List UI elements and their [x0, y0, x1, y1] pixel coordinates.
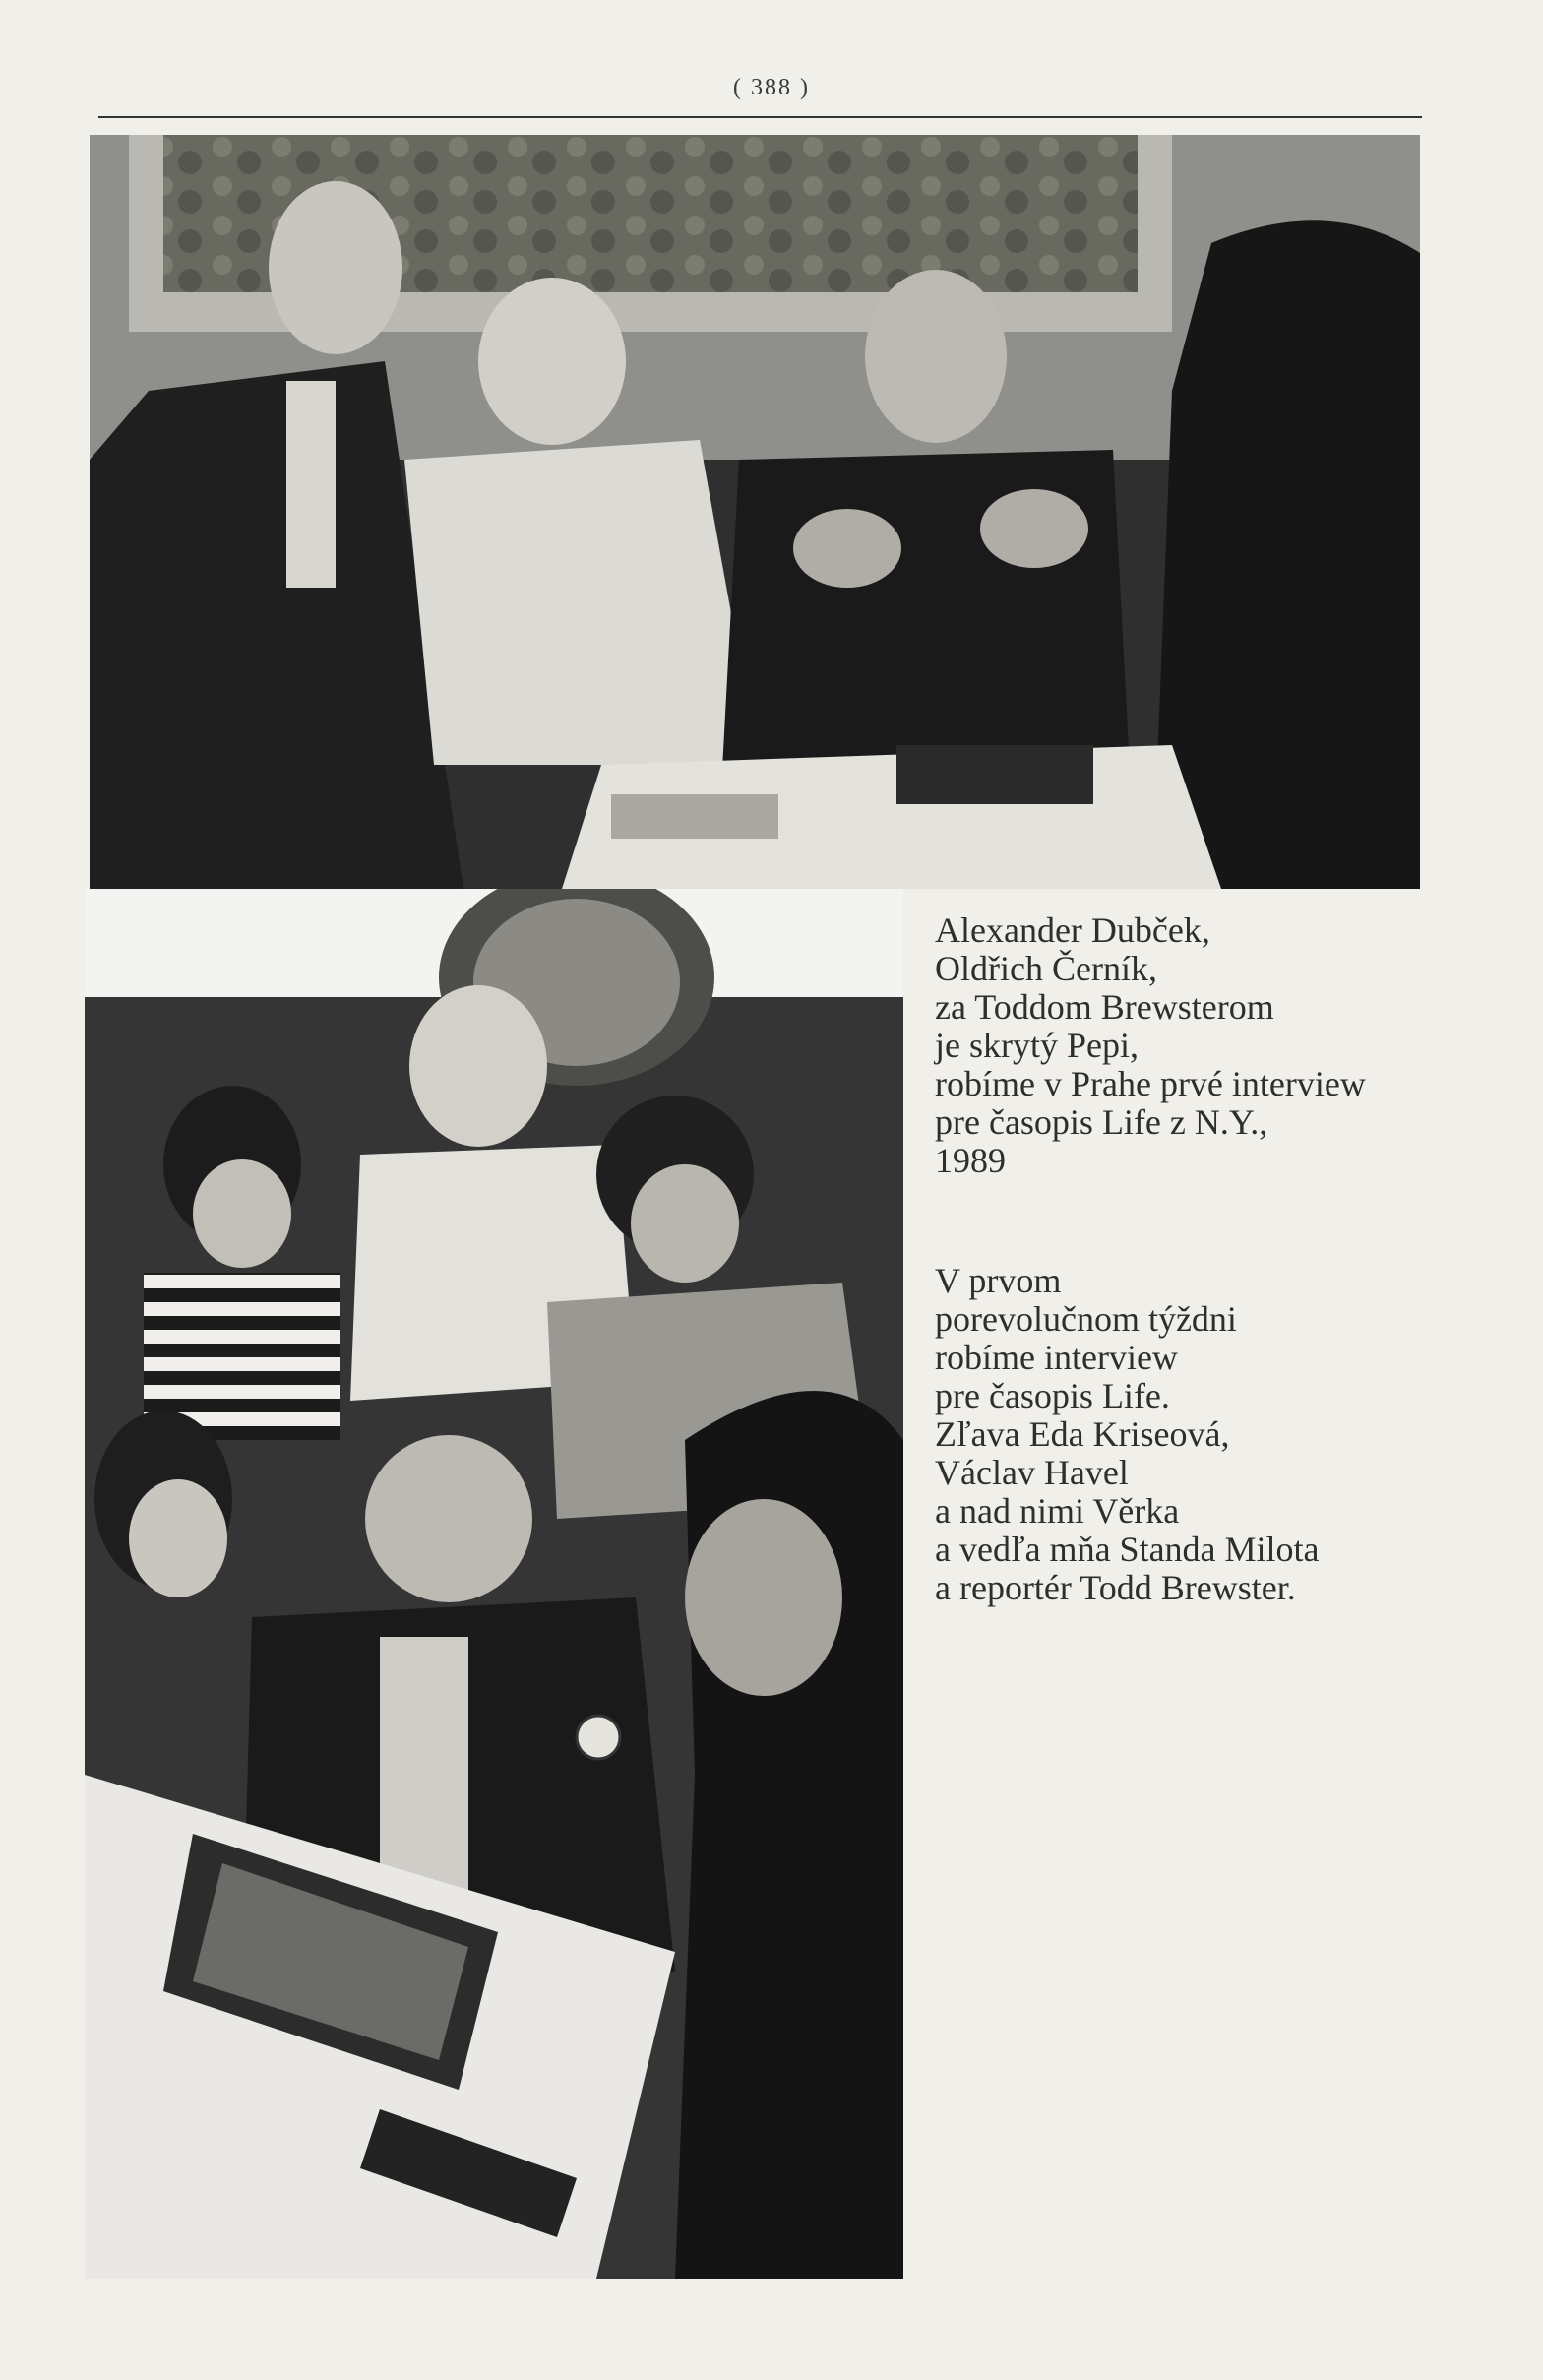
caption-photo-top [935, 911, 1525, 1180]
photo-group-newspaper-image [85, 889, 903, 2279]
caption-line: a reportér Todd Brewster. [935, 1568, 1296, 1607]
caption-line: Zľava Eda Kriseová, [935, 1414, 1230, 1454]
photo-interview-dubcek [90, 135, 1420, 889]
caption-line: Václav Havel [935, 1453, 1129, 1492]
caption-line: a nad nimi Věrka [935, 1491, 1180, 1531]
caption-line: Alexander Dubček, [935, 910, 1210, 950]
caption-line: robíme v Prahe prvé interview [935, 1064, 1366, 1103]
caption-line: V prvom [935, 1261, 1062, 1300]
caption-line: Oldřich Černík, [935, 949, 1157, 988]
photo-interview-dubcek-image [90, 135, 1420, 889]
caption-photo-bottom [935, 1262, 1525, 1607]
caption-line: robíme interview [935, 1338, 1178, 1377]
caption-line: je skrytý Pepi, [935, 1026, 1139, 1065]
caption-line: porevolučnom týždni [935, 1299, 1237, 1339]
header-rule [98, 116, 1422, 118]
caption-line: a vedľa mňa Standa Milota [935, 1530, 1320, 1569]
page-number: ( 388 ) [733, 75, 810, 100]
caption-line: pre časopis Life. [935, 1376, 1170, 1415]
photo-group-newspaper [85, 889, 903, 2279]
caption-line: 1989 [935, 1141, 1006, 1180]
caption-line: pre časopis Life z N.Y., [935, 1102, 1268, 1142]
caption-line: za Toddom Brewsterom [935, 987, 1274, 1027]
